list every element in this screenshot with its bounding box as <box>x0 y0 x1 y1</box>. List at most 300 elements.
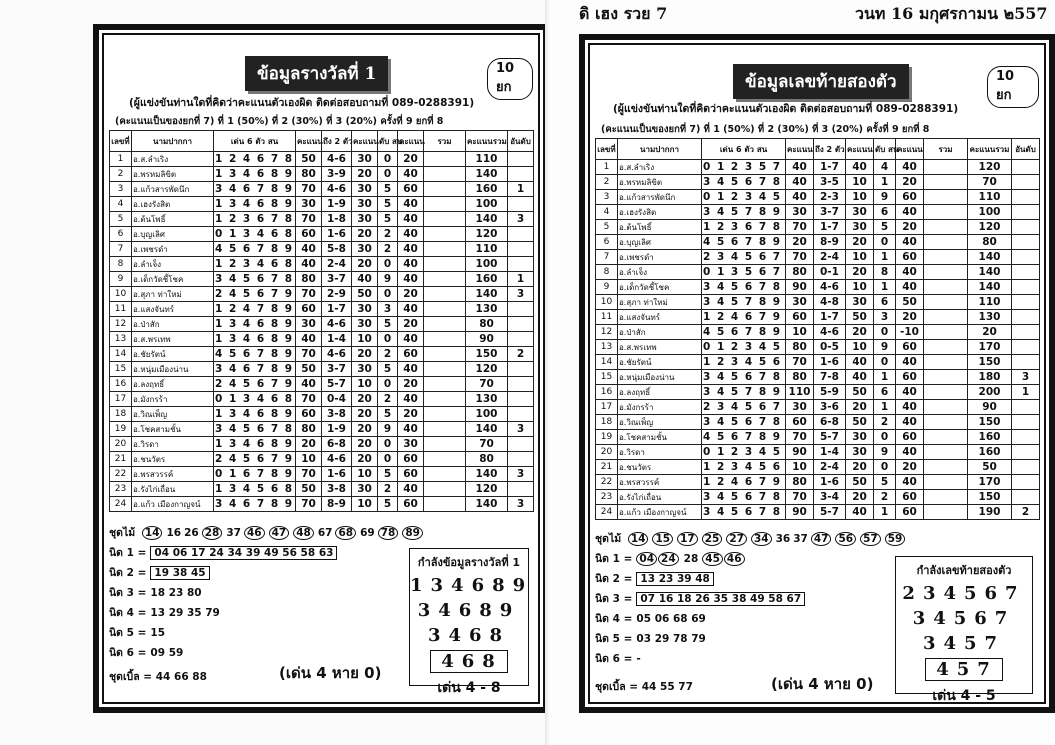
table-cell: 5 <box>874 475 896 490</box>
table-cell: 7 <box>596 250 618 265</box>
table-cell-spacer <box>424 212 466 227</box>
table-cell: 40 <box>786 160 814 175</box>
table-row <box>596 370 1040 385</box>
table-cell: อ.ลำเจ็ง <box>132 257 214 272</box>
table-cell-spacer <box>424 497 466 512</box>
table-cell: 140 <box>466 212 508 227</box>
table-cell: 3 <box>508 467 534 482</box>
table-cell: 1-7 <box>814 220 846 235</box>
table-cell-spacer <box>924 235 968 250</box>
table-cell-spacer <box>924 505 968 520</box>
table-cell: 1 2 4 6 7 9 <box>702 475 786 490</box>
table-cell: 5 <box>378 467 398 482</box>
table-cell: 160 <box>466 272 508 287</box>
table-row <box>596 160 1040 175</box>
table-cell: 50 <box>846 475 874 490</box>
table-cell: 4-6 <box>814 325 846 340</box>
table-cell: 3-7 <box>814 205 846 220</box>
table-cell: 0 <box>874 355 896 370</box>
table-row <box>110 152 534 167</box>
table-header-cell: เลขที่ <box>596 139 618 160</box>
table-cell: 3 4 5 6 7 8 <box>702 490 786 505</box>
table-cell: 2 <box>1012 505 1040 520</box>
table-cell: 200 <box>968 385 1012 400</box>
nit-label: นิด 5 = <box>595 633 633 645</box>
table-cell: 3 <box>110 182 132 197</box>
table-cell: 2-9 <box>322 287 352 302</box>
table-cell: อ.ต้นโพธิ์ <box>618 220 702 235</box>
table-cell: 70 <box>296 392 322 407</box>
table-cell: 60 <box>896 340 924 355</box>
table-cell <box>508 302 534 317</box>
table-cell: อ.ส.พรเทพ <box>618 340 702 355</box>
table-cell: 7-8 <box>814 370 846 385</box>
table-cell: 30 <box>846 220 874 235</box>
right-lower <box>595 530 1039 704</box>
table-row <box>110 182 534 197</box>
table-cell: อ.สุภา ท่าใหม่ <box>618 295 702 310</box>
table-cell: 1 2 4 6 7 8 <box>215 152 294 165</box>
table-cell: 150 <box>968 355 1012 370</box>
table-cell <box>508 227 534 242</box>
table-cell: อ.หนุ่มเมืองน่าน <box>618 370 702 385</box>
table-cell: 30 <box>352 152 378 167</box>
table-cell: 2 3 4 5 6 7 <box>702 250 786 265</box>
table-cell-spacer <box>424 377 466 392</box>
table-cell: 80 <box>786 475 814 490</box>
table-cell: อ.เด็กวัดชี้โชค <box>132 272 214 287</box>
table-cell: 40 <box>352 272 378 287</box>
table-cell: 60 <box>896 250 924 265</box>
table-cell: 6-8 <box>322 437 352 452</box>
table-cell: 140 <box>466 167 508 182</box>
table-cell: 20 <box>352 452 378 467</box>
table-cell: อ.ส.ลำเริง <box>618 160 702 175</box>
table-cell-spacer <box>924 265 968 280</box>
table-cell: 40 <box>398 302 424 317</box>
table-cell: 1 2 4 7 8 9 <box>215 302 294 315</box>
table-cell: 3 4 5 6 7 8 <box>702 505 786 520</box>
table-cell: 20 <box>846 460 874 475</box>
table-cell: 40 <box>896 235 924 250</box>
table-cell: 3 4 6 7 8 9 <box>215 362 294 375</box>
table-cell: 0 <box>874 235 896 250</box>
table-cell: 130 <box>466 302 508 317</box>
table-cell-spacer <box>424 422 466 437</box>
table-cell: 70 <box>466 437 508 452</box>
table-cell: 40 <box>296 257 322 272</box>
table-row <box>110 332 534 347</box>
table-cell: 60 <box>398 497 424 512</box>
table-cell: 0 <box>378 287 398 302</box>
table-cell <box>1012 325 1040 340</box>
table-cell: 14 <box>110 347 132 362</box>
table-cell: 16 <box>596 385 618 400</box>
table-cell: 3-7 <box>322 272 352 287</box>
table-row <box>596 310 1040 325</box>
table-row <box>596 205 1040 220</box>
table-header-cell: คะแนน <box>846 139 874 160</box>
table-row <box>596 235 1040 250</box>
table-cell: 20 <box>352 257 378 272</box>
table-cell: 3 <box>508 422 534 437</box>
nit-row <box>109 624 165 641</box>
table-row <box>110 317 534 332</box>
table-cell: 160 <box>968 445 1012 460</box>
left-summary-title: กำลังข้อมูลรางวัลที่ 1 <box>417 556 521 569</box>
table-cell <box>1012 430 1040 445</box>
nit-row <box>109 644 183 661</box>
table-row <box>596 280 1040 295</box>
right-frame <box>579 34 1055 713</box>
table-row <box>596 265 1040 280</box>
table-row <box>110 227 534 242</box>
table-cell: 110 <box>786 385 814 400</box>
table-cell: 1-4 <box>322 332 352 347</box>
left-frame <box>93 24 549 713</box>
table-cell: 50 <box>896 295 924 310</box>
table-cell: 20 <box>896 175 924 190</box>
left-inner <box>109 40 533 697</box>
table-cell: 1 3 4 6 8 9 <box>215 332 294 345</box>
left-chutbet: ชุดเบิ้ล = 44 66 88 <box>109 671 207 683</box>
table-row <box>596 415 1040 430</box>
table-cell: อ.บุญเลิศ <box>618 235 702 250</box>
table-cell: อ.ป่าสัก <box>132 317 214 332</box>
table-cell: 1 <box>508 182 534 197</box>
table-cell: 150 <box>968 415 1012 430</box>
table-cell: 20 <box>352 407 378 422</box>
nit-number: 28 <box>683 553 699 565</box>
table-cell: 3 4 5 7 8 9 <box>702 385 786 400</box>
nit-values: 04 06 17 24 34 39 49 56 58 63 <box>150 546 337 560</box>
right-table-header <box>596 139 1040 160</box>
table-row <box>596 175 1040 190</box>
table-cell <box>1012 175 1040 190</box>
table-cell: 50 <box>846 310 874 325</box>
table-cell: 22 <box>110 467 132 482</box>
table-cell: 19 <box>596 430 618 445</box>
table-cell: 40 <box>398 422 424 437</box>
table-cell: 6 <box>596 235 618 250</box>
table-cell: 0 <box>874 430 896 445</box>
table-cell: 1 <box>874 400 896 415</box>
table-cell: 40 <box>896 355 924 370</box>
table-cell: 110 <box>466 242 508 257</box>
table-cell: 30 <box>846 205 874 220</box>
table-cell: 0 1 2 3 4 5 <box>702 340 786 355</box>
table-cell: 7 <box>110 242 132 257</box>
left-score-table <box>109 130 534 512</box>
table-cell: 1 <box>110 152 132 167</box>
table-header-cell: คะแนน <box>896 139 924 160</box>
table-cell <box>1012 280 1040 295</box>
table-cell-spacer <box>424 452 466 467</box>
table-cell: 3 4 6 7 8 9 <box>215 182 294 195</box>
table-header-cell: เด่น 6 ตัว สน <box>702 139 786 160</box>
table-cell: 2 <box>874 490 896 505</box>
table-cell-spacer <box>424 362 466 377</box>
table-cell: 30 <box>352 482 378 497</box>
table-row <box>110 242 534 257</box>
nit-label: นิด 5 = <box>109 627 147 639</box>
table-cell: 5 <box>378 197 398 212</box>
table-cell: 80 <box>296 167 322 182</box>
table-cell: 10 <box>846 175 874 190</box>
table-cell: 50 <box>968 460 1012 475</box>
table-cell: อ.ชนวัตร <box>132 452 214 467</box>
table-cell: 70 <box>296 287 322 302</box>
table-cell-spacer <box>424 197 466 212</box>
table-cell: 40 <box>398 272 424 287</box>
table-cell: 60 <box>896 490 924 505</box>
table-cell <box>508 392 534 407</box>
table-cell: 70 <box>296 347 322 362</box>
table-cell: 5 <box>378 212 398 227</box>
table-header-cell: อันดับ <box>508 131 534 152</box>
table-cell: 60 <box>896 190 924 205</box>
table-cell-spacer <box>924 490 968 505</box>
table-cell: 6 <box>874 295 896 310</box>
table-row <box>110 347 534 362</box>
table-cell: 1 2 3 4 5 6 <box>702 355 786 370</box>
nit-row <box>109 564 210 581</box>
table-cell-spacer <box>924 370 968 385</box>
table-cell: 1 3 4 6 8 9 <box>215 197 294 210</box>
table-cell: 5 <box>874 220 896 235</box>
table-row <box>110 287 534 302</box>
table-cell-spacer <box>424 407 466 422</box>
table-cell: 30 <box>398 437 424 452</box>
table-cell-spacer <box>424 287 466 302</box>
table-row <box>110 452 534 467</box>
table-cell: 80 <box>466 452 508 467</box>
table-row <box>110 362 534 377</box>
table-cell <box>508 437 534 452</box>
nit-label: นิด 2 = <box>109 567 147 579</box>
table-cell: 10 <box>110 287 132 302</box>
right-summary-line-1: 234567 <box>902 583 1026 604</box>
table-cell-spacer <box>924 355 968 370</box>
left-choot-label: ชุดไม้ <box>109 527 136 539</box>
table-cell: 4-6 <box>322 347 352 362</box>
table-cell: 20 <box>352 392 378 407</box>
table-cell: 80 <box>296 422 322 437</box>
table-cell: -10 <box>896 325 924 340</box>
table-cell: 10 <box>352 377 378 392</box>
table-cell: 3 4 5 6 7 8 <box>215 272 294 285</box>
table-row <box>596 460 1040 475</box>
choot-number: 46 <box>244 526 265 540</box>
table-cell: 60 <box>786 310 814 325</box>
table-cell: 11 <box>596 310 618 325</box>
table-header-cell: คะแนนรวม <box>968 139 1012 160</box>
table-cell: อ.ชนวัตร <box>618 460 702 475</box>
right-header-left: ดิ เฮง รวย 7 <box>579 4 668 23</box>
table-cell: 8 <box>874 265 896 280</box>
table-cell: 40 <box>846 370 874 385</box>
table-cell: 120 <box>466 482 508 497</box>
table-cell: 3 4 5 7 8 9 <box>702 205 786 220</box>
table-cell-spacer <box>424 167 466 182</box>
table-header-cell: คะแนนรวม <box>466 131 508 152</box>
table-cell: 50 <box>352 287 378 302</box>
table-row <box>596 490 1040 505</box>
table-cell <box>508 167 534 182</box>
table-cell: 40 <box>896 400 924 415</box>
table-cell: 8 <box>110 257 132 272</box>
table-cell: 30 <box>846 445 874 460</box>
left-play-text: (เด่น 4 หาย 0) <box>279 664 382 682</box>
choot-number: 57 <box>860 532 881 546</box>
nit-label: นิด 6 = <box>595 653 633 665</box>
table-cell <box>508 197 534 212</box>
table-cell: 5-9 <box>814 385 846 400</box>
table-cell: อ.วิรดา <box>618 445 702 460</box>
table-cell: 80 <box>786 370 814 385</box>
table-cell: 6 <box>874 205 896 220</box>
table-cell: อ.สุภา ท่าใหม่ <box>132 287 214 302</box>
table-cell: 1 <box>874 250 896 265</box>
right-score-line: (คะแนนเป็นของยกที่ 7) ที่ 1 (50%) ที่ 2 (30%) ที่ 3 (20%) ครั้งที่ 9 ยกที่ 8 <box>601 124 930 135</box>
table-cell: 40 <box>398 392 424 407</box>
table-cell: 30 <box>352 302 378 317</box>
table-cell: 1 2 3 4 5 6 <box>702 460 786 475</box>
table-cell: 14 <box>596 355 618 370</box>
left-intro: (ผู้แข่งขันท่านใดที่คิดว่าคะแนนตัวเองผิด ติดต่อสอบถามที่ 089-0288391) <box>129 97 475 109</box>
table-cell: 1 <box>874 280 896 295</box>
table-cell: อ.แก้วสารพัดนึก <box>132 182 214 197</box>
table-cell: 140 <box>968 250 1012 265</box>
table-cell: 40 <box>398 212 424 227</box>
table-cell: 0-5 <box>814 340 846 355</box>
table-cell: 0 1 2 3 4 5 <box>702 445 786 460</box>
nit-values: 03 29 78 79 <box>636 633 706 645</box>
table-cell: 3 <box>1012 370 1040 385</box>
choot-number: 15 <box>652 532 673 546</box>
table-cell-spacer <box>924 430 968 445</box>
table-cell: 23 <box>596 490 618 505</box>
table-cell <box>1012 160 1040 175</box>
table-row <box>596 355 1040 370</box>
table-cell: 150 <box>968 490 1012 505</box>
nit-values: - <box>636 653 641 665</box>
table-cell: 3-5 <box>814 175 846 190</box>
table-cell: 9 <box>596 280 618 295</box>
table-cell: อ.รังไก่เถื่อน <box>618 490 702 505</box>
table-cell: 110 <box>466 152 508 167</box>
table-cell: 70 <box>296 467 322 482</box>
left-yok-badge: 10 ยก <box>487 58 533 100</box>
table-cell: 11 <box>110 302 132 317</box>
table-cell: 40 <box>398 197 424 212</box>
table-cell: 0-1 <box>814 265 846 280</box>
table-cell: 6-8 <box>814 415 846 430</box>
table-cell: 40 <box>296 377 322 392</box>
table-cell: 10 <box>352 497 378 512</box>
table-cell: 90 <box>786 445 814 460</box>
table-cell: 1-8 <box>322 212 352 227</box>
table-cell: 160 <box>466 182 508 197</box>
table-cell <box>1012 250 1040 265</box>
choot-number: 89 <box>402 526 423 540</box>
table-cell: 10 <box>846 250 874 265</box>
table-cell <box>508 332 534 347</box>
table-cell: 5 <box>378 407 398 422</box>
table-cell: 1 <box>508 272 534 287</box>
table-cell: 120 <box>466 227 508 242</box>
table-cell: 20 <box>352 167 378 182</box>
table-cell: อ.มังกรร้า <box>618 400 702 415</box>
table-cell: อ.รังไก่เถื่อน <box>132 482 214 497</box>
nit-row <box>595 610 706 627</box>
table-cell: 2-4 <box>322 257 352 272</box>
right-play-text: (เด่น 4 หาย 0) <box>771 675 874 693</box>
left-summary-line-1: 134689 <box>410 575 534 596</box>
table-cell: 1 3 4 6 8 9 <box>215 437 294 450</box>
left-score-line: (คะแนนเป็นของยกที่ 7) ที่ 1 (50%) ที่ 2 (30%) ที่ 3 (20%) ครั้งที่ 9 ยกที่ 8 <box>115 116 444 127</box>
table-cell: 70 <box>296 212 322 227</box>
table-cell: 40 <box>786 190 814 205</box>
table-cell: 40 <box>398 227 424 242</box>
choot-number: 28 <box>202 526 223 540</box>
table-header-cell: ถึง 2 ตัว <box>814 139 846 160</box>
right-header-right: วนท 16 มกุศรกามน ๒557 <box>855 4 1048 23</box>
nit-values: 13 29 35 79 <box>150 607 220 619</box>
table-cell: 20 <box>896 310 924 325</box>
table-cell: อ.โชคสามชั้น <box>132 422 214 437</box>
table-cell: 170 <box>968 475 1012 490</box>
table-cell: 1-6 <box>322 467 352 482</box>
table-cell: 2 <box>874 415 896 430</box>
choot-number: 47 <box>811 532 832 546</box>
nit-values: 13 23 39 48 <box>636 572 713 586</box>
table-cell: 1-9 <box>322 422 352 437</box>
right-intro: (ผู้แข่งขันท่านใดที่คิดว่าคะแนนตัวเองผิด ติดต่อสอบถามที่ 089-0288391) <box>613 103 959 115</box>
table-cell: 40 <box>398 167 424 182</box>
table-row <box>596 340 1040 355</box>
table-cell: 0 1 3 4 6 8 <box>215 392 294 405</box>
table-cell: 13 <box>596 340 618 355</box>
table-cell: 6 <box>874 385 896 400</box>
table-cell: 3 <box>508 287 534 302</box>
table-cell: 40 <box>786 175 814 190</box>
table-cell: 8-9 <box>814 235 846 250</box>
table-cell: 30 <box>352 212 378 227</box>
left-table-header <box>110 131 534 152</box>
table-cell: 1 2 3 6 7 8 <box>702 220 786 235</box>
table-cell: 20 <box>352 347 378 362</box>
nit-row <box>595 630 706 647</box>
table-cell: 1 <box>874 505 896 520</box>
table-cell: 90 <box>466 332 508 347</box>
table-cell-spacer <box>924 445 968 460</box>
table-cell <box>1012 205 1040 220</box>
right-summary-bottom: เด่น 4 - 5 <box>932 688 996 704</box>
table-cell: 100 <box>466 257 508 272</box>
table-cell: 0 1 2 3 5 7 <box>702 160 786 175</box>
table-cell: 0 1 3 5 6 7 <box>702 265 786 280</box>
table-cell: 140 <box>968 265 1012 280</box>
table-cell: 100 <box>466 407 508 422</box>
table-cell: อ.เฮงรังสิต <box>132 197 214 212</box>
table-cell <box>508 362 534 377</box>
table-cell: 2-4 <box>814 250 846 265</box>
table-cell: 2 <box>378 392 398 407</box>
left-lower <box>109 524 533 694</box>
table-cell <box>1012 475 1040 490</box>
table-cell: 30 <box>352 197 378 212</box>
